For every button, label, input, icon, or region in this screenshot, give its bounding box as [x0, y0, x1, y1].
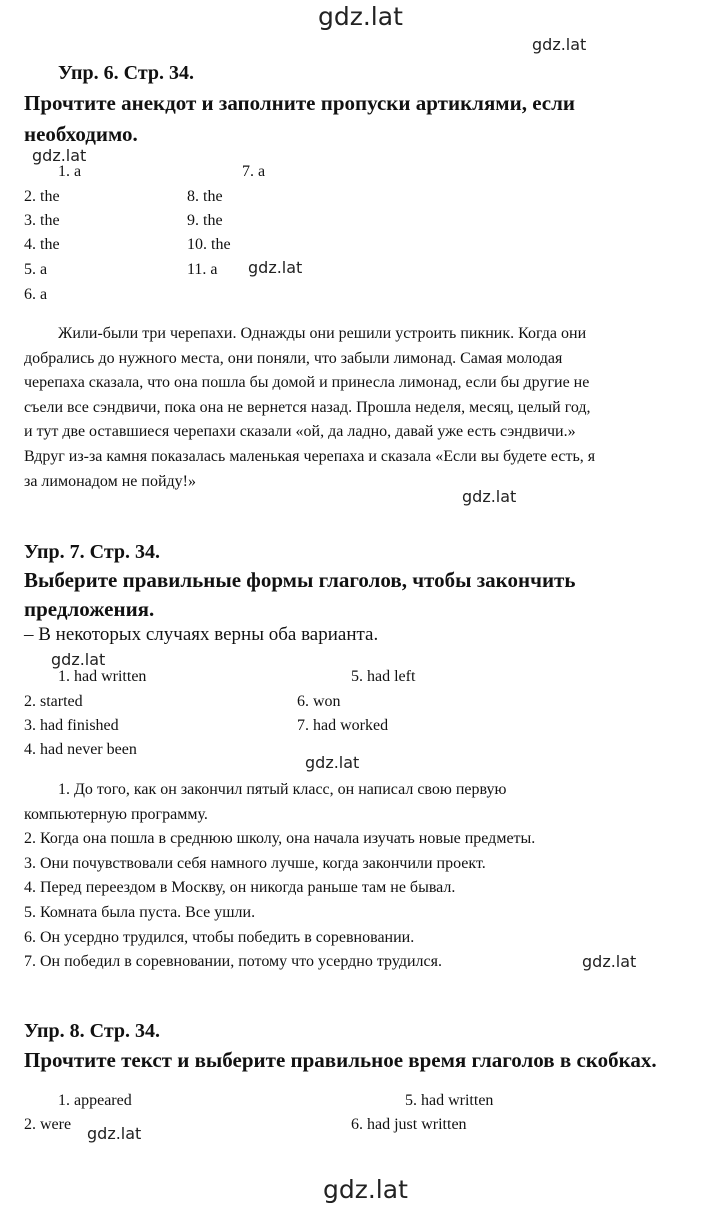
ex6-answer: 2. the — [24, 188, 60, 205]
ex7-title-line1: Выберите правильные формы глаголов, чтобы закончить — [24, 568, 576, 592]
translation-line: 7. Он победил в соревновании, потому что усердно трудился. — [24, 953, 442, 971]
ex7-heading: Упр. 7. Стр. 34. — [24, 541, 161, 563]
ex7-answer: 1. had written — [58, 668, 147, 685]
ex6-answer: 5. a — [24, 261, 48, 278]
translation-line: добрались до нужного места, они поняли, что забыли лимонад. Самая молодая — [24, 349, 563, 367]
ex7-answer: 4. had never been — [24, 741, 137, 758]
translation-line: 6. Он усердно трудился, чтобы победить в соревновании. — [24, 928, 415, 946]
ex7-note: – В некоторых случаях верны оба варианта. — [24, 624, 379, 645]
ex7-answer: 3. had finished — [24, 717, 119, 734]
ex8-heading: Упр. 8. Стр. 34. — [24, 1020, 161, 1042]
watermark: gdz.lat — [51, 650, 106, 669]
watermark: gdz.lat — [248, 258, 303, 277]
translation-line: Жили-были три черепахи. Однажды они решили устроить пикник. Когда они — [58, 325, 587, 342]
translation-line: 1. До того, как он закончил пятый класс, он написал свою первую — [58, 781, 507, 798]
watermark-top: gdz.lat — [318, 2, 403, 31]
watermark: gdz.lat — [87, 1124, 142, 1143]
watermark: gdz.lat — [582, 952, 637, 971]
watermark: gdz.lat — [462, 487, 517, 506]
translation-line: за лимонадом не пойду!» — [24, 472, 196, 490]
ex6-title-line1: Прочтите анекдот и заполните пропуски артиклями, если — [24, 91, 575, 115]
watermark: gdz.lat — [532, 35, 587, 54]
translation-line: съели все сэндвичи, пока она не вернется назад. Прошла неделя, месяц, целый год, — [24, 398, 591, 416]
translation-line: Вдруг из-за камня показалась маленькая черепаха и сказала «Если вы будете есть, я — [24, 447, 596, 465]
ex8-answer: 2. were — [24, 1116, 72, 1133]
ex7-answer: 7. had worked — [297, 717, 389, 734]
ex6-translation — [24, 322, 696, 494]
translation-line: 4. Перед переездом в Москву, он никогда раньше там не бывал. — [24, 879, 456, 897]
ex7-answer: 5. had left — [351, 668, 416, 685]
translation-line: компьютерную программу. — [24, 805, 208, 823]
ex6-answer: 4. the — [24, 236, 60, 253]
translation-line: и тут две оставшиеся черепахи сказали «ой, да ладно, давай уже есть сэндвичи.» — [24, 423, 576, 441]
translation-line: 3. Они почувствовали себя намного лучше, когда закончили проект. — [24, 854, 486, 872]
ex6-answer: 7. a — [242, 163, 266, 180]
ex7-answer: 2. started — [24, 693, 83, 710]
ex7-answer: 6. won — [297, 693, 341, 710]
watermark: gdz.lat — [32, 146, 87, 165]
ex6-answer: 8. the — [187, 188, 223, 205]
ex8-answer: 1. appeared — [58, 1092, 132, 1109]
ex7-translation — [24, 778, 696, 975]
translation-line: черепаха сказала, что она пошла бы домой и принесла лимонад, если бы другие не — [24, 374, 590, 392]
ex6-answer: 1. a — [58, 163, 82, 180]
ex6-answer: 11. a — [187, 261, 218, 278]
translation-line: 5. Комната была пуста. Все ушли. — [24, 903, 256, 921]
ex6-answer: 6. a — [24, 286, 48, 303]
ex8-answer: 6. had just written — [351, 1116, 467, 1133]
watermark-bottom: gdz.lat — [323, 1175, 408, 1204]
ex8-title-line1: Прочтите текст и выберите правильное время глаголов в скобках. — [24, 1048, 657, 1072]
ex7-title-line2: предложения. — [24, 597, 155, 621]
ex6-answer: 9. the — [187, 212, 223, 229]
watermark: gdz.lat — [305, 753, 360, 772]
ex6-heading: Упр. 6. Стр. 34. — [58, 62, 195, 84]
ex6-title-line2: необходимо. — [24, 122, 138, 146]
ex8-answer: 5. had written — [405, 1092, 494, 1109]
translation-line: 2. Когда она пошла в среднюю школу, она начала изучать новые предметы. — [24, 830, 536, 848]
ex6-answer: 3. the — [24, 212, 60, 229]
ex6-answer: 10. the — [187, 236, 231, 253]
